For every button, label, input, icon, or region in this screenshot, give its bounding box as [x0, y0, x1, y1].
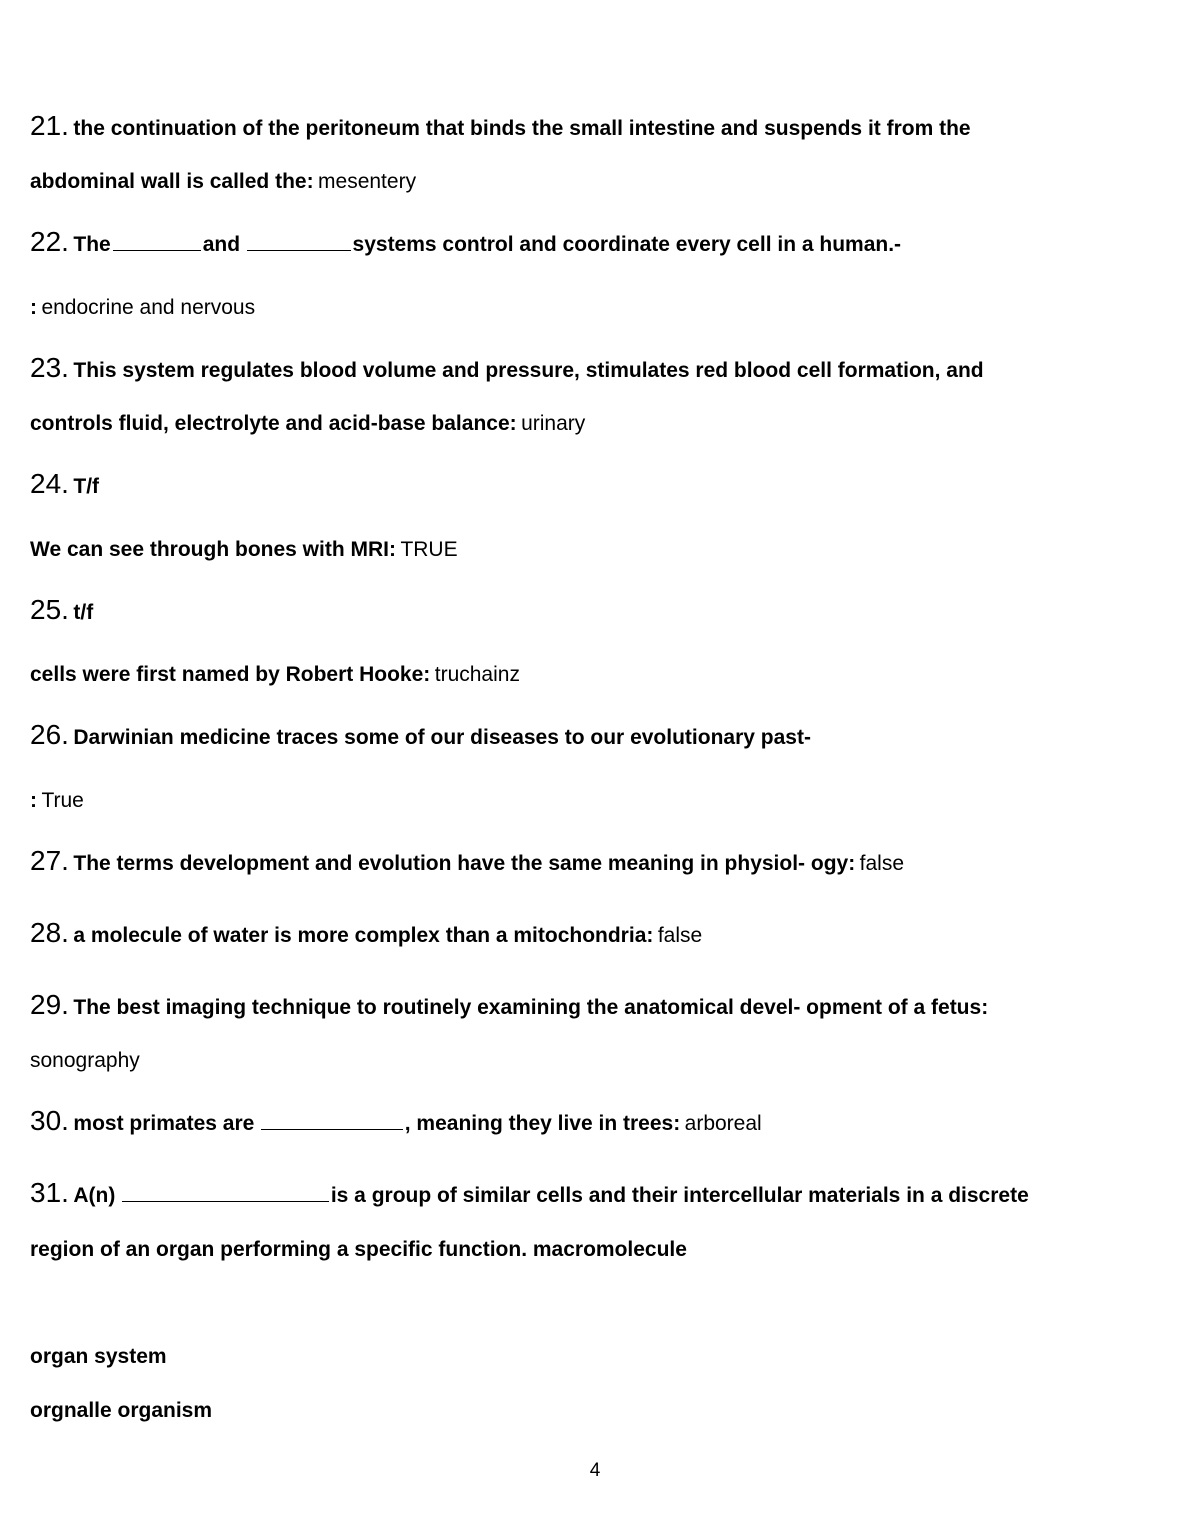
- question-text: the continuation of the peritoneum that binds the small intestine and suspends it from the: [73, 117, 971, 140]
- question-text: , meaning they live in trees:: [404, 1112, 681, 1135]
- question-text: Darwinian medicine traces some of our diseases to our evolutionary past-: [73, 726, 811, 749]
- question-number: 22.: [30, 226, 69, 257]
- question-number: 24.: [30, 468, 69, 499]
- question-25-line-2: [30, 664, 1160, 685]
- question-22-line-1: [30, 228, 1160, 256]
- question-31-line-1: [30, 1179, 1160, 1207]
- answer-text: false: [657, 924, 703, 947]
- question-21-line-1: [30, 112, 1160, 140]
- answer-text: endocrine and nervous: [41, 296, 256, 319]
- question-text: abdominal wall is called the:: [30, 170, 314, 193]
- question-number: 27.: [30, 845, 69, 876]
- answer-text: urinary: [521, 412, 586, 435]
- question-text: This system regulates blood volume and pressure, stimulates red blood cell formation, and: [73, 359, 984, 382]
- question-31-option-1: [30, 1346, 1160, 1367]
- question-number: 30.: [30, 1105, 69, 1136]
- question-26-line-1: [30, 721, 1160, 749]
- question-24-line-2: [30, 539, 1160, 560]
- question-text: a molecule of water is more complex than a mitochondria:: [73, 924, 654, 947]
- question-21-line-2: [30, 171, 1160, 192]
- fill-in-blank: [247, 249, 351, 251]
- answer-text: mesentery: [318, 170, 417, 193]
- question-22-line-2: [30, 297, 1160, 318]
- question-text: The best imaging technique to routinely examining the anatomical devel- opment of a fetus:: [73, 996, 989, 1019]
- question-label: t/f: [73, 601, 94, 624]
- question-text: We can see through bones with MRI:: [30, 538, 396, 561]
- question-23-line-2: [30, 413, 1160, 434]
- question-27: [30, 847, 1160, 875]
- question-number: 28.: [30, 917, 69, 948]
- question-text: cells were first named by Robert Hooke:: [30, 663, 431, 686]
- question-text: The terms development and evolution have the same meaning in physiol- ogy:: [73, 852, 856, 875]
- answer-text: sonography: [30, 1049, 140, 1072]
- question-25-line-1: [30, 596, 1160, 624]
- question-number: 25.: [30, 594, 69, 625]
- fill-in-blank: [122, 1200, 329, 1202]
- fill-in-blank: [261, 1128, 403, 1130]
- question-text: most primates are: [73, 1112, 255, 1135]
- question-31-option-2: [30, 1400, 1160, 1421]
- question-text: region of an organ performing a specific function. macromolecule: [30, 1238, 687, 1261]
- colon: :: [30, 789, 37, 812]
- question-number: 29.: [30, 989, 69, 1020]
- question-number: 21.: [30, 110, 69, 141]
- question-31-line-2: [30, 1239, 1160, 1260]
- option-text: orgnalle organism: [30, 1399, 213, 1422]
- question-29-line-2: [30, 1050, 1160, 1071]
- answer-text: false: [859, 852, 905, 875]
- fill-in-blank: [113, 249, 201, 251]
- question-text: A(n): [73, 1184, 116, 1207]
- question-24-line-1: [30, 470, 1160, 498]
- question-text: systems control and coordinate every cell in a human.-: [352, 233, 902, 256]
- answer-text: True: [41, 789, 84, 812]
- question-29-line-1: [30, 991, 1160, 1019]
- question-23-line-1: [30, 354, 1160, 382]
- question-number: 23.: [30, 352, 69, 383]
- question-text: controls fluid, electrolyte and acid-base balance:: [30, 412, 517, 435]
- question-30: [30, 1107, 1160, 1135]
- question-text: is a group of similar cells and their intercellular materials in a discrete: [330, 1184, 1029, 1207]
- option-text: organ system: [30, 1345, 167, 1368]
- answer-text: truchainz: [434, 663, 520, 686]
- question-number: 31.: [30, 1177, 69, 1208]
- question-28: [30, 919, 1160, 947]
- question-26-line-2: [30, 790, 1160, 811]
- question-label: T/f: [73, 475, 100, 498]
- question-text: and: [202, 233, 241, 256]
- colon: :: [30, 296, 37, 319]
- page-number: 4: [589, 1460, 601, 1481]
- answer-text: TRUE: [400, 538, 458, 561]
- question-text: The: [73, 233, 111, 256]
- question-number: 26.: [30, 719, 69, 750]
- answer-text: arboreal: [684, 1112, 762, 1135]
